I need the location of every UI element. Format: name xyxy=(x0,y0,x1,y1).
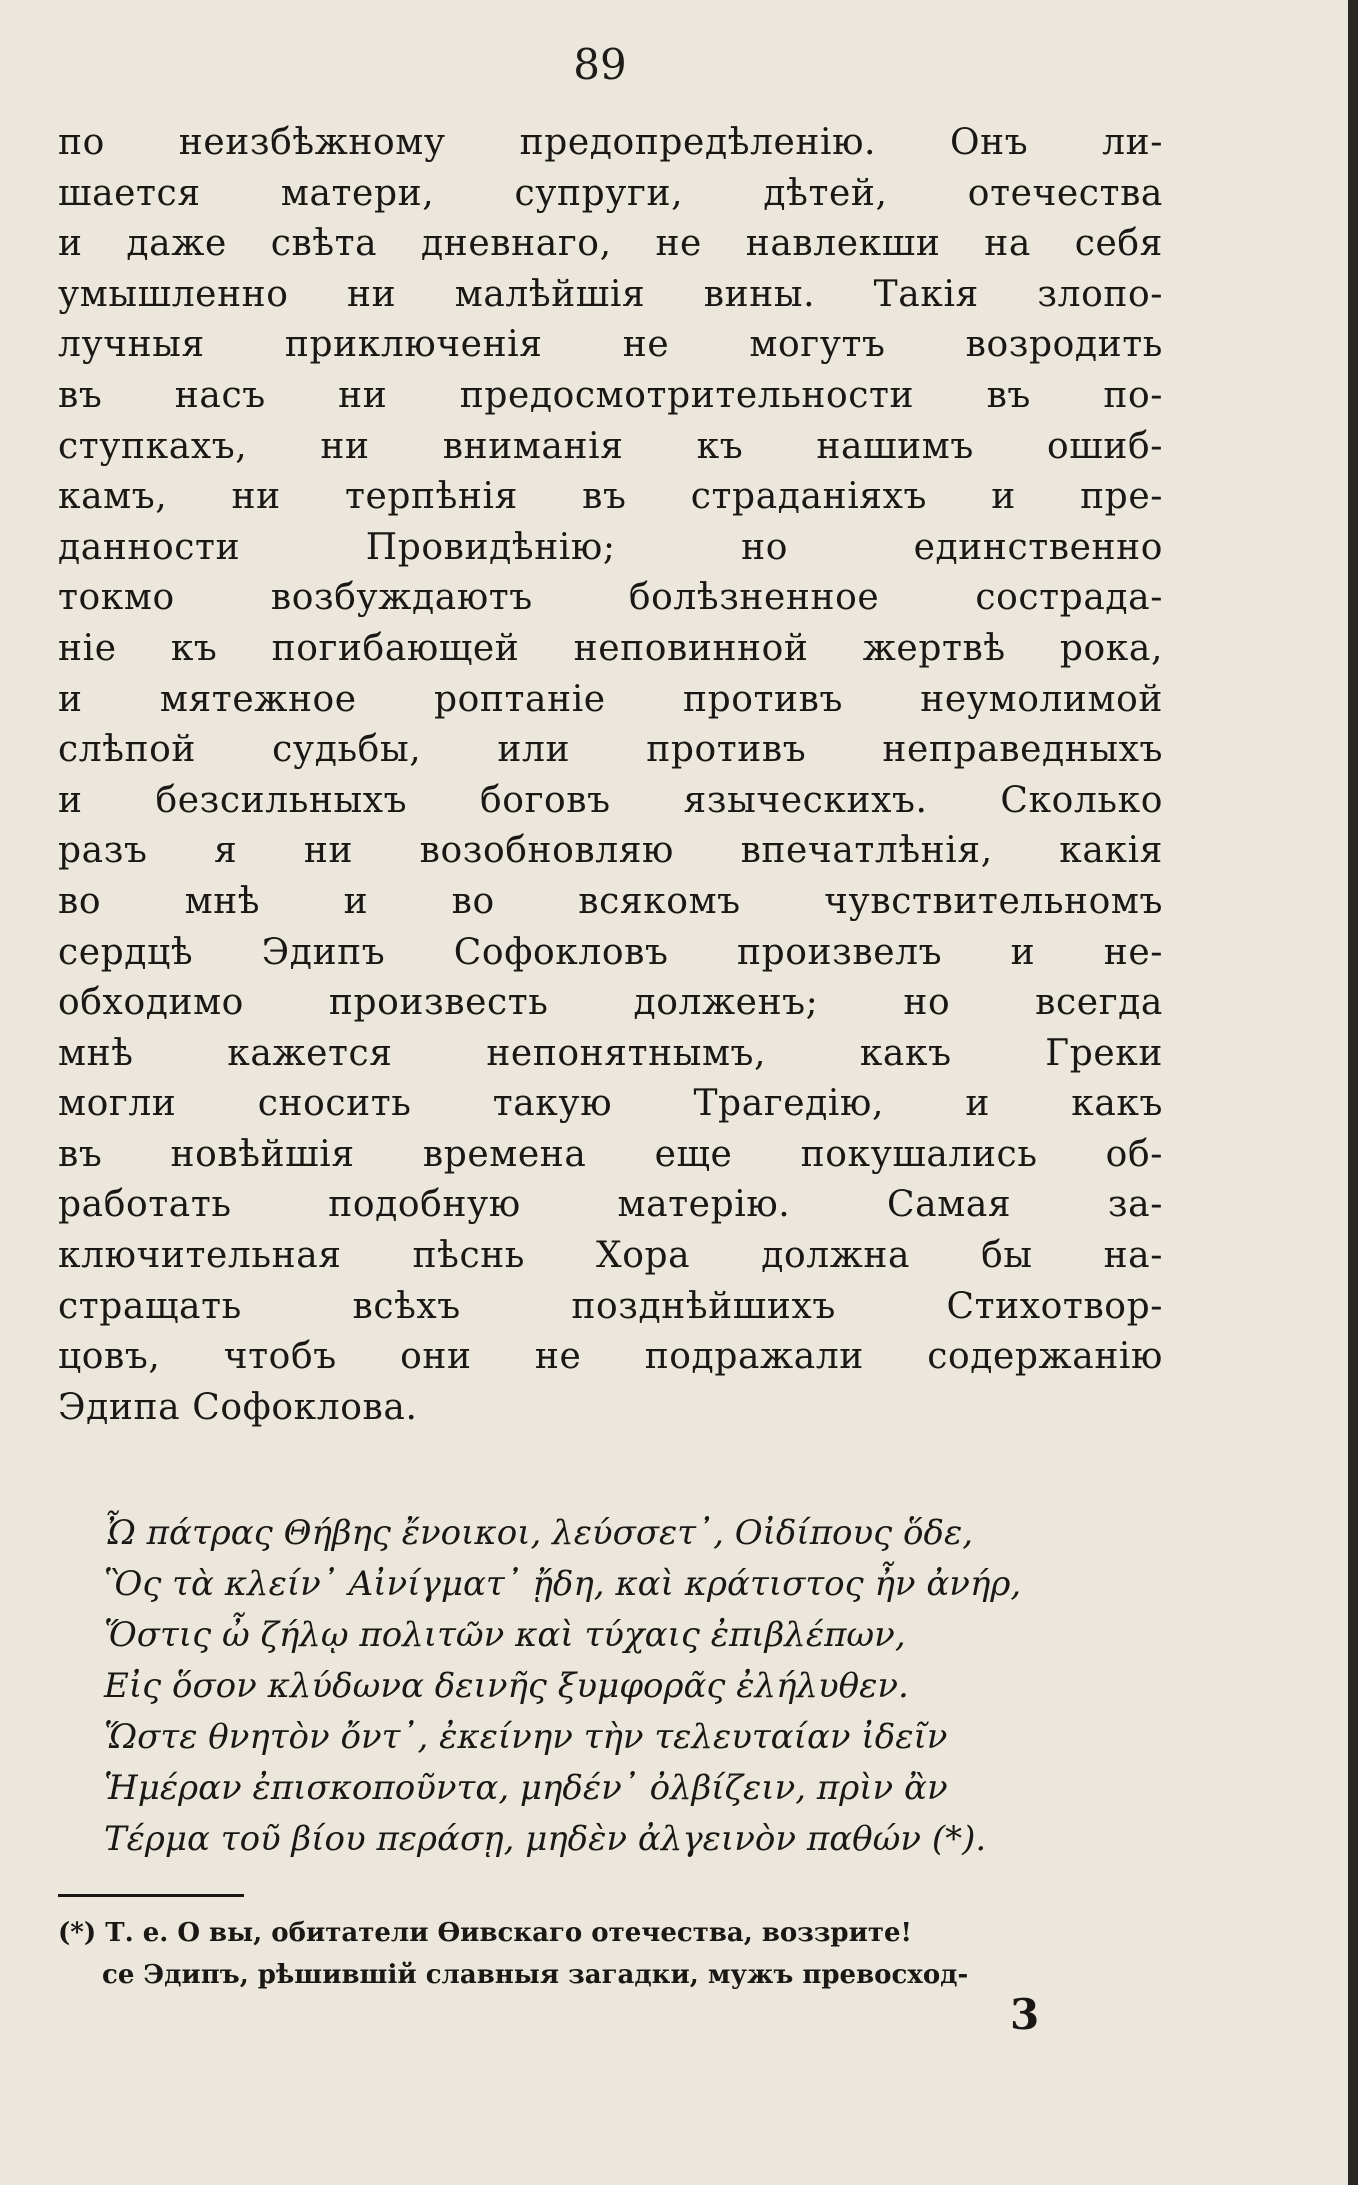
verse-line: Ὦ πάτρας Θήβης ἔνοικοι, λεύσσετ᾽, Οἰδίπους ὅδε, xyxy=(104,1513,974,1553)
body-line: въ новѣйшія времена еще покушались об- xyxy=(58,1133,1163,1175)
footnote xyxy=(58,1912,1158,1996)
body-line: и мятежное роптаніе противъ неумолимой xyxy=(58,678,1163,720)
body-line: стращать всѣхъ позднѣйшихъ Стихотвор- xyxy=(58,1285,1163,1327)
body-line: во мнѣ и во всякомъ чувствительномъ xyxy=(58,880,1163,922)
verse-line: Εἰς ὅσον κλύδωνα δεινῆς ξυμφορᾶς ἐλήλυθεν. xyxy=(104,1666,909,1706)
body-line: токмо возбуждаютъ болѣзненное сострада- xyxy=(58,577,1163,619)
body-line: въ насъ ни предосмотрительности въ по- xyxy=(58,374,1163,416)
body-line: слѣпой судьбы, или противъ неправедныхъ xyxy=(58,729,1163,771)
body-line: данности Провидѣнію; но единственно xyxy=(58,526,1163,568)
footnote-line: се Эдипъ, рѣшившій славныя загадки, мужъ превосход- xyxy=(102,1960,969,1990)
greek-verse-quote xyxy=(104,1508,1164,1865)
body-line: цовъ, чтобъ они не подражали содержанію xyxy=(58,1336,1163,1378)
verse-line: Ὥστε θνητὸν ὄντ᾽, ἐκείνην τὴν τελευταίαν ἰδεῖν xyxy=(104,1717,948,1757)
body-line: могли сносить такую Трагедію, и какъ xyxy=(58,1083,1163,1125)
page-edge-shadow xyxy=(1348,0,1358,2185)
body-line: мнѣ кажется непонятнымъ, какъ Греки xyxy=(58,1032,1163,1074)
body-line: обходимо произвесть долженъ; но всегда xyxy=(58,982,1163,1024)
body-line: лучныя приключенія не могутъ возродить xyxy=(58,324,1163,366)
signature-mark: 3 xyxy=(1010,1990,1040,2039)
footnote-divider xyxy=(58,1894,244,1897)
body-line: ступкахъ, ни вниманія къ нашимъ ошиб- xyxy=(58,425,1163,467)
body-line: сердцѣ Эдипъ Софокловъ произвелъ и не- xyxy=(58,931,1163,973)
body-line: разъ я ни возобновляю впечатлѣнія, какія xyxy=(58,830,1163,872)
page-number: 89 xyxy=(573,40,627,89)
body-line: и безсильныхъ боговъ языческихъ. Сколько xyxy=(58,779,1163,821)
body-line: ніе къ погибающей неповинной жертвѣ рока, xyxy=(58,627,1163,669)
body-line: ключительная пѣснь Хора должна бы на- xyxy=(58,1235,1163,1277)
body-line: работать подобную матерію. Самая за- xyxy=(58,1184,1163,1226)
verse-line: Ὅστις ὦ ζήλῳ πολιτῶν καὶ τύχαις ἐπιβλέπων, xyxy=(104,1615,906,1655)
body-paragraph xyxy=(58,118,1163,1433)
body-line: по неизбѣжному предопредѣленію. Онъ ли- xyxy=(58,122,1163,163)
verse-line: Ὃς τὰ κλείν᾽ Αἰνίγματ᾽ ᾔδη, καὶ κράτιστος ἦν ἀνήρ, xyxy=(104,1564,1022,1604)
footnote-line: (*) Т. е. О вы, обитатели Ѳивскаго отечества, воззрите! xyxy=(58,1918,912,1948)
body-line: шается матери, супруги, дѣтей, отечества xyxy=(58,172,1163,214)
verse-line: Τέρμα τοῦ βίου περάσῃ, μηδὲν ἀλγεινὸν παθών (*). xyxy=(104,1819,987,1859)
verse-line: Ἡμέραν ἐπισκοποῦντα, μηδέν᾽ ὀλβίζειν, πρὶν ἂν xyxy=(104,1768,948,1808)
body-line: Эдипа Софоклова. xyxy=(58,1386,418,1428)
body-line: и даже свѣта дневнаго, не навлекши на себя xyxy=(58,223,1163,265)
body-line: умышленно ни малѣйшія вины. Такія злопо- xyxy=(58,273,1163,315)
body-line: камъ, ни терпѣнія въ страданіяхъ и пре- xyxy=(58,476,1163,518)
